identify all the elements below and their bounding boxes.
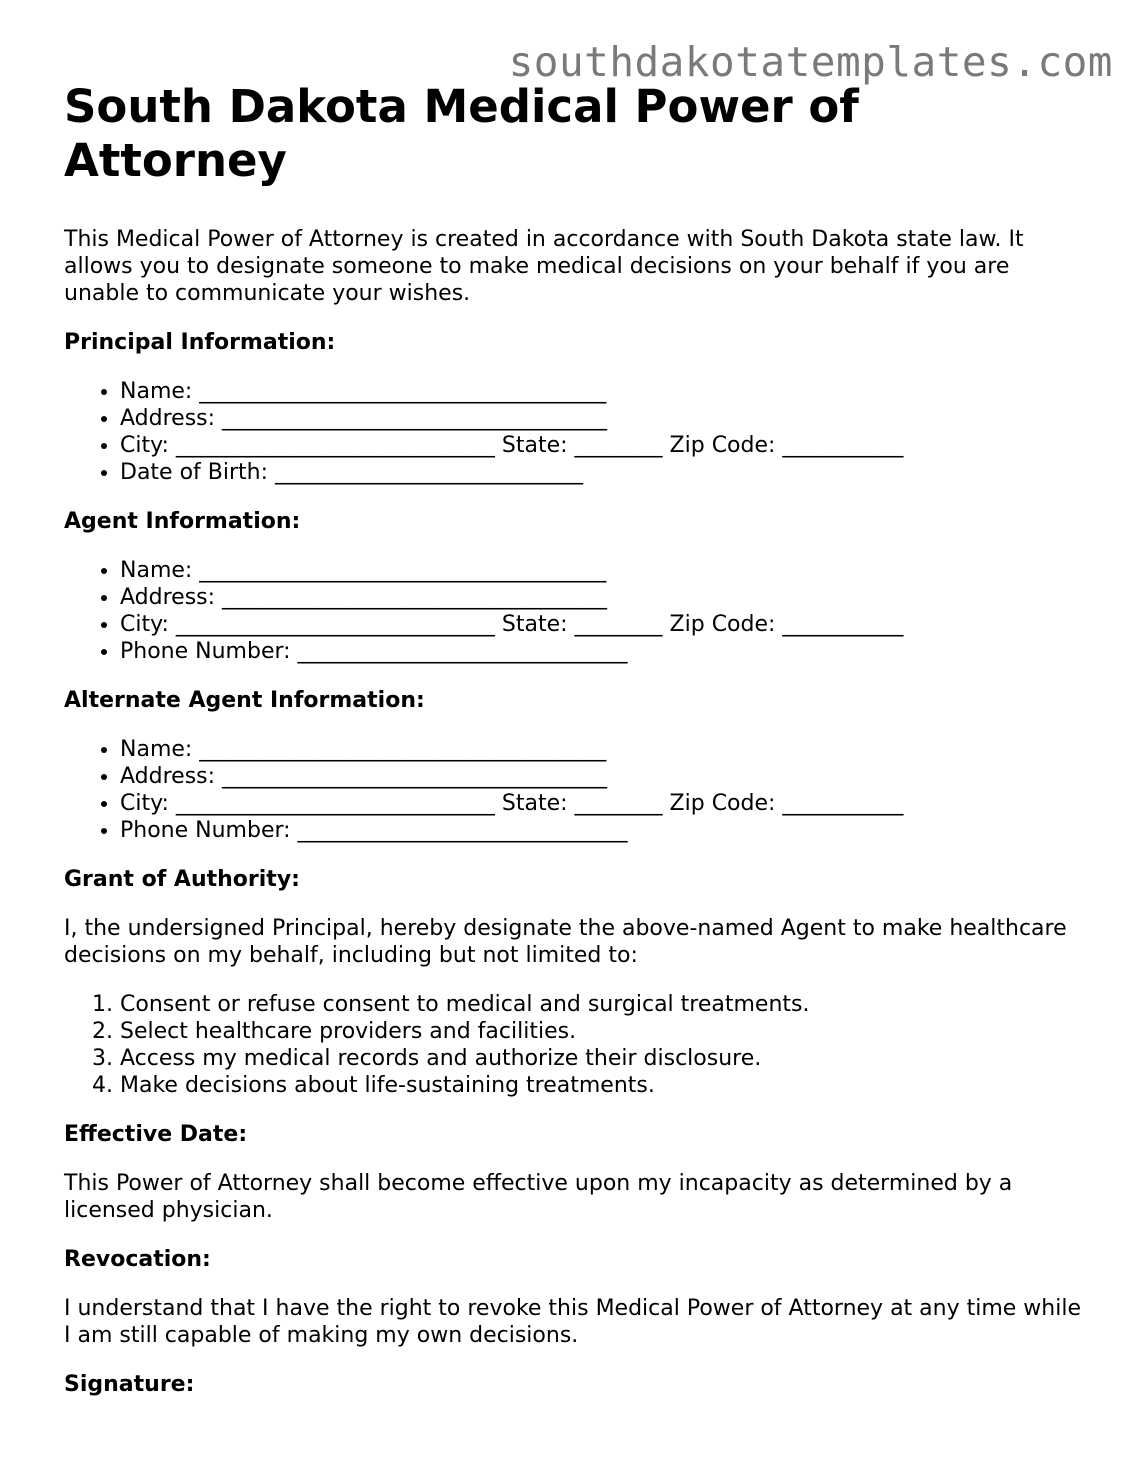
revocation-heading: Revocation: xyxy=(64,1247,211,1272)
agent-address-field: • Address: ___________________________________ xyxy=(120,584,1084,611)
principal-fields xyxy=(64,378,1084,486)
intro-paragraph: This Medical Power of Attorney is created in accordance with South Dakota state law. It allows you to designate someone to make medical decisions on your behalf if you are unable to communicate your wishes. xyxy=(64,227,1024,306)
grant-heading: Grant of Authority: xyxy=(64,867,300,892)
principal-dob-field: • Date of Birth: ____________________________ xyxy=(120,459,1084,486)
grant-item: 2. Select healthcare providers and facilities. xyxy=(120,1018,1084,1045)
principal-heading: Principal Information: xyxy=(64,330,336,355)
document-page xyxy=(64,80,1084,1420)
grant-list xyxy=(64,991,1084,1099)
revocation-paragraph: I understand that I have the right to revoke this Medical Power of Attorney at any time while I am still capable of making my own decisions. xyxy=(64,1296,1082,1348)
effective-date-paragraph: This Power of Attorney shall become effective upon my incapacity as determined by a licensed physician. xyxy=(64,1171,1013,1223)
grant-item: 3. Access my medical records and authorize their disclosure. xyxy=(120,1045,1084,1072)
document-title: South Dakota Medical Power of Attorney xyxy=(64,80,859,187)
principal-name-field: • Name: _____________________________________ xyxy=(120,378,1084,405)
alternate-agent-fields xyxy=(64,736,1084,844)
effective-date-heading: Effective Date: xyxy=(64,1122,248,1147)
alternate-phone-field: • Phone Number: ______________________________ xyxy=(120,817,1084,844)
agent-name-field: • Name: _____________________________________ xyxy=(120,557,1084,584)
alternate-city-state-zip-field: • City: _____________________________ State: ________ Zip Code: ___________ xyxy=(120,790,1084,817)
signature-heading: Signature: xyxy=(64,1372,195,1397)
agent-city-state-zip-field: • City: _____________________________ State: ________ Zip Code: ___________ xyxy=(120,611,1084,638)
agent-fields xyxy=(64,557,1084,665)
agent-phone-field: • Phone Number: ______________________________ xyxy=(120,638,1084,665)
alternate-address-field: • Address: ___________________________________ xyxy=(120,763,1084,790)
principal-address-field: • Address: ___________________________________ xyxy=(120,405,1084,432)
alternate-agent-heading: Alternate Agent Information: xyxy=(64,688,425,713)
grant-item: 4. Make decisions about life-sustaining treatments. xyxy=(120,1072,1084,1099)
grant-paragraph: I, the undersigned Principal, hereby designate the above-named Agent to make healthcare decisions on my behalf, including but not limited to: xyxy=(64,916,1067,968)
alternate-name-field: • Name: _____________________________________ xyxy=(120,736,1084,763)
agent-heading: Agent Information: xyxy=(64,509,301,534)
grant-item: 1. Consent or refuse consent to medical and surgical treatments. xyxy=(120,991,1084,1018)
watermark: southdakotatemplates.com xyxy=(508,38,1113,86)
principal-city-state-zip-field: • City: _____________________________ State: ________ Zip Code: ___________ xyxy=(120,432,1084,459)
